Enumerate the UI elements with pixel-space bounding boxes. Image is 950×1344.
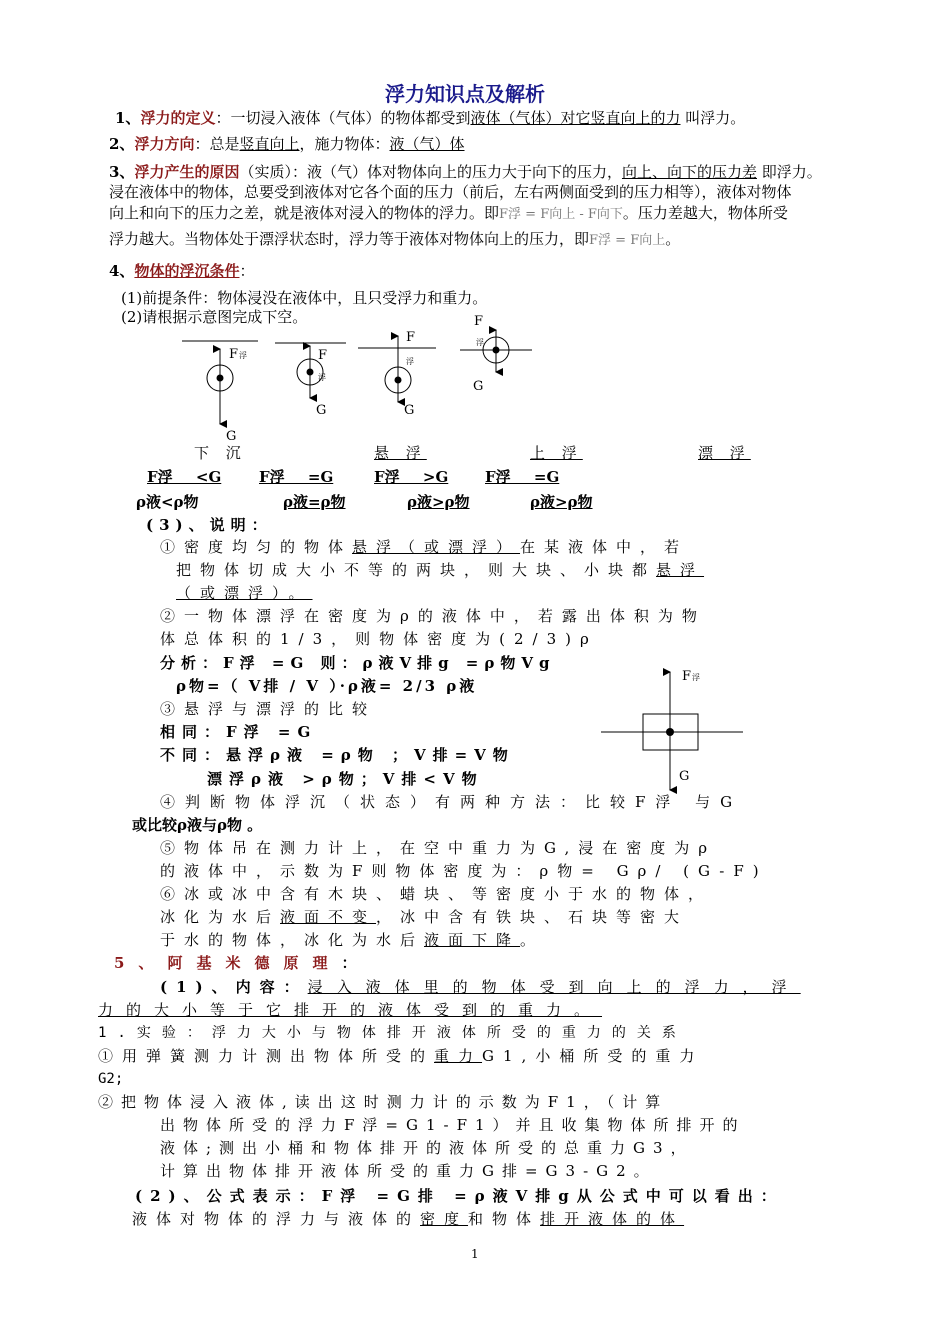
experiment-step-1: ①用弹簧测力计测出物体所受的重力G1,小桶所受的重力 xyxy=(98,1047,704,1065)
state-rising: 上 浮 xyxy=(530,444,583,462)
buoyancy-label: F浮 xyxy=(229,347,248,362)
page-title: 浮力知识点及解析 xyxy=(385,82,545,106)
force-suspended: F浮 =G xyxy=(259,468,334,486)
section-3-line-2: 浸在液体中的物体，总要受到液体对它各个面的压力（前后，左右两侧面受到的压力相等），液体对物体 xyxy=(109,183,792,201)
experiment-step-2-line-3: 液体;测出小桶和物体排开的液体所受的总重力G3， xyxy=(160,1139,694,1157)
experiment-title: 1.实验：浮力大小与物体排开液体所受的重力的关系 xyxy=(98,1025,687,1041)
state-floating: 漂 浮 xyxy=(698,444,751,462)
gravity-label: G xyxy=(473,379,484,394)
gravity-label: G xyxy=(316,403,327,418)
buoyancy-sub: 浮 xyxy=(406,357,414,366)
archimedes-content-line-2: 力的大小等于它排开的液体受到的重力。 xyxy=(98,1001,603,1019)
section-3-heading: 浮力产生的原因 xyxy=(134,163,240,181)
section-2-heading: 浮力方向 xyxy=(134,135,195,153)
density-floating: ρ液>ρ物 xyxy=(530,493,593,511)
section-3: 3、浮力产生的原因（实质）：液（气）体对物体向上的压力大于向下的压力，向上、向下的压力差 即浮力。 xyxy=(109,163,822,181)
note-6-line-3: 于水的物体，冰化为水后液面下降。 xyxy=(160,931,545,949)
note-2-derivation: ρ物=（ V排 / V ）·ρ液= 2/3 ρ液 xyxy=(176,677,478,695)
density-rising: ρ液>ρ物 xyxy=(407,493,470,511)
state-suspended: 悬 浮 xyxy=(374,444,427,462)
note-5-line-1: ⑤物体吊在测力计上，在空中重力为G,浸在密度为ρ xyxy=(160,839,717,857)
buoyancy-label: F xyxy=(318,348,328,363)
note-2-line-2: 体总体积的1/3，则物体密度为(2/3)ρ xyxy=(160,630,598,648)
note-2-analysis: 分析：F浮 =G 则：ρ液V排g =ρ物Vg xyxy=(160,654,556,672)
formula-explanation: 液体对物体的浮力与液体的密度和物体排开液体的体 xyxy=(132,1210,685,1228)
page-number: 1 xyxy=(471,1247,479,1261)
experiment-step-2-line-4: 计算出物体排开液体所受的重力G排=G3-G2。 xyxy=(160,1162,657,1180)
note-3-same: 相同：F浮 =G xyxy=(160,723,318,741)
force-floating: F浮 =G xyxy=(485,468,560,486)
note-6-line-2: 冰化为水后液面不变，冰中含有铁块、石块等密大 xyxy=(160,908,689,926)
section-4-heading: 物体的浮沉条件 xyxy=(134,262,240,280)
note-1-line-1: ①密度均匀的物体悬浮（或漂浮）在某液体中，若 xyxy=(160,538,689,556)
section-3-line-4: 浮力越大。当物体处于漂浮状态时，浮力等于液体对物体向上的压力，即F浮 = F向上。 xyxy=(109,230,681,248)
section-5: 5、阿基米德原理： xyxy=(114,954,371,972)
note-4-line-2: 或比较ρ液与ρ物 。 xyxy=(132,816,263,834)
note-heading: (3)、说明： xyxy=(146,516,273,534)
section-5-heading: 阿基米德原理 xyxy=(167,954,342,972)
note-2-line-1: ②一物体漂浮在密度为ρ的液体中，若露出体积为物 xyxy=(160,607,706,625)
buoyancy-label: F浮 xyxy=(682,669,701,684)
state-sinking: 下 沉 xyxy=(194,444,247,462)
buoyancy-sub: 浮 xyxy=(476,338,484,347)
experiment-step-2-line-2: 出物体所受的浮力F浮=G1-F1）并且收集物体所排开的 xyxy=(160,1116,746,1134)
note-1-line-3: （或漂浮）。 xyxy=(176,584,313,602)
density-sinking: ρ液<ρ物 xyxy=(136,493,199,511)
diagram-instruction: (2)请根据示意图完成下空。 xyxy=(121,308,308,326)
premise-condition: (1)前提条件：物体浸没在液体中，且只受浮力和重力。 xyxy=(121,289,488,307)
buoyancy-label: F xyxy=(474,314,484,329)
force-sinking: F浮 <G xyxy=(147,468,222,486)
density-suspended: ρ液=ρ物 xyxy=(283,493,346,511)
gravity-label: G xyxy=(226,429,237,444)
experiment-step-1-cont: G2; xyxy=(98,1071,124,1087)
force-rising: F浮 >G xyxy=(374,468,449,486)
note-1-line-2: 把物体切成大小不等的两块，则大块、小块都悬浮 xyxy=(176,561,705,579)
experiment-step-2-line-1: ②把物体浸入液体,读出这时测力计的示数为F1，（计算 xyxy=(98,1093,669,1111)
archimedes-content-line-1: (1)、内容：浸入液体里的物体受到向上的浮力，浮 xyxy=(160,978,801,996)
buoyancy-label: F xyxy=(406,330,416,345)
buoyancy-sub: 浮 xyxy=(318,373,326,382)
note-6-line-1: ⑥冰或冰中含有木块、蜡块、等密度小于水的物体， xyxy=(160,885,713,903)
formula-line: (2)、公式表示：F浮 =G排 =ρ液V排g从公式中可以看出： xyxy=(135,1187,784,1205)
section-2: 2、浮力方向：总是竖直向上，施力物体：液（气）体 xyxy=(109,135,465,153)
gravity-label: G xyxy=(679,769,690,784)
note-3-heading: ③悬浮与漂浮的比较 xyxy=(160,700,377,718)
formula-floating: F浮 = F向上 xyxy=(589,233,666,248)
note-5-line-2: 的液体中，示数为F则物体密度为：ρ物= Gρ/ (G-F) xyxy=(160,862,768,880)
note-3-diff-1: 不同：悬浮ρ液 =ρ物 ；V排=V物 xyxy=(160,746,515,764)
gravity-label: G xyxy=(404,403,415,418)
formula-pressure-difference: F浮 = F向上 - F向下 xyxy=(499,207,623,222)
section-1: 1、浮力的定义：一切浸入液体（气体）的物体都受到液体（气体）对它竖直向上的力 叫浮力。 xyxy=(115,109,746,127)
note-4-line-1: ④判断物体浮沉（状态）有两种方法：比较F浮 与G xyxy=(160,793,743,811)
section-3-line-3: 向上和向下的压力之差，就是液体对浸入的物体的浮力。即F浮 = F向上 - F向下。压力差越大，物体所受 xyxy=(109,204,788,222)
section-4: 4、物体的浮沉条件： xyxy=(109,262,255,280)
section-1-heading: 浮力的定义 xyxy=(140,109,216,127)
note-3-diff-2: 漂浮ρ液 >ρ物；V排<V物 xyxy=(207,770,484,788)
